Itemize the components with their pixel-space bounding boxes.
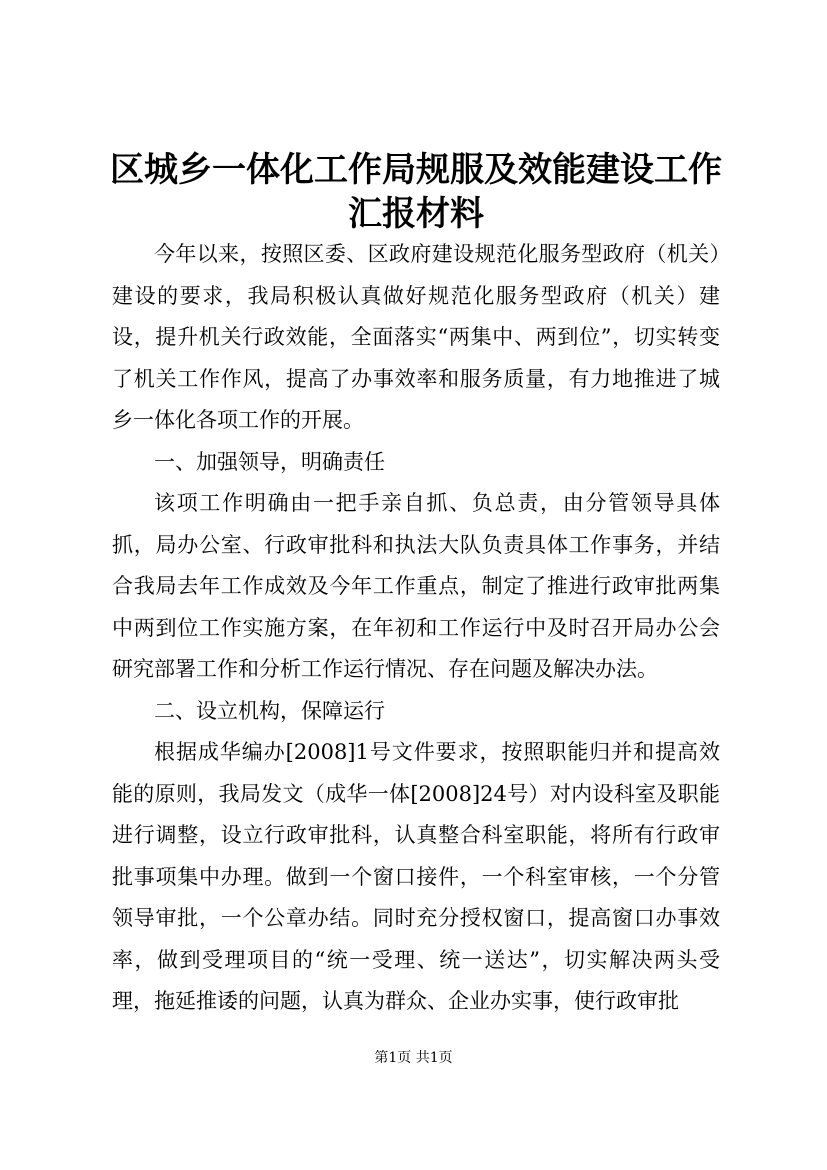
paragraph-intro: 今年以来，按照区委、区政府建设规范化服务型政府（机关）建设的要求，我局积极认真做好规范化服务型政府（机关）建设，提升机关行政效能，全面落实“两集中、两到位”，切实转变了机关工作作风，提高了办事效率和服务质量，有力地推进了城乡一体化各项工作的开展。 (112, 242, 720, 432)
paragraph-section-2: 根据成华编办[2008]1号文件要求，按照职能归并和提高效能的原则，我局发文（成华一体[2008]24号）对内设科室及职能进行调整，设立行政审批科，认真整合科室职能，将所有行政审批事项集中办理。做到一个窗口接件，一个科室审核，一个分管领导审批，一个公章办结。同时充分授权窗口，提高窗口办事效率，做到受理项目的“统一受理、统一送达”，切实解决两头受理，拖延推诿的问题，认真为群众、企业办实事，使行政审批 (112, 740, 720, 1013)
document-body (112, 234, 720, 1023)
section-heading-2: 二、设立机构，保障运行 (154, 698, 385, 723)
section-heading-1: 一、加强领导，明确责任 (154, 449, 385, 474)
document-title: 区城乡一体化工作局规服及效能建设工作汇报材料 (110, 150, 722, 234)
paragraph-section-1: 该项工作明确由一把手亲自抓、负总责，由分管领导具体抓，局办公室、行政审批科和执法大队负责具体工作事务，并结合我局去年工作成效及今年工作重点，制定了推进行政审批两集中两到位工作实施方案，在年初和工作运行中及时召开局办公会研究部署工作和分析工作运行情况、存在问题及解决办法。 (112, 491, 720, 681)
page-number-footer: 第1页 共1页 (374, 1050, 453, 1066)
